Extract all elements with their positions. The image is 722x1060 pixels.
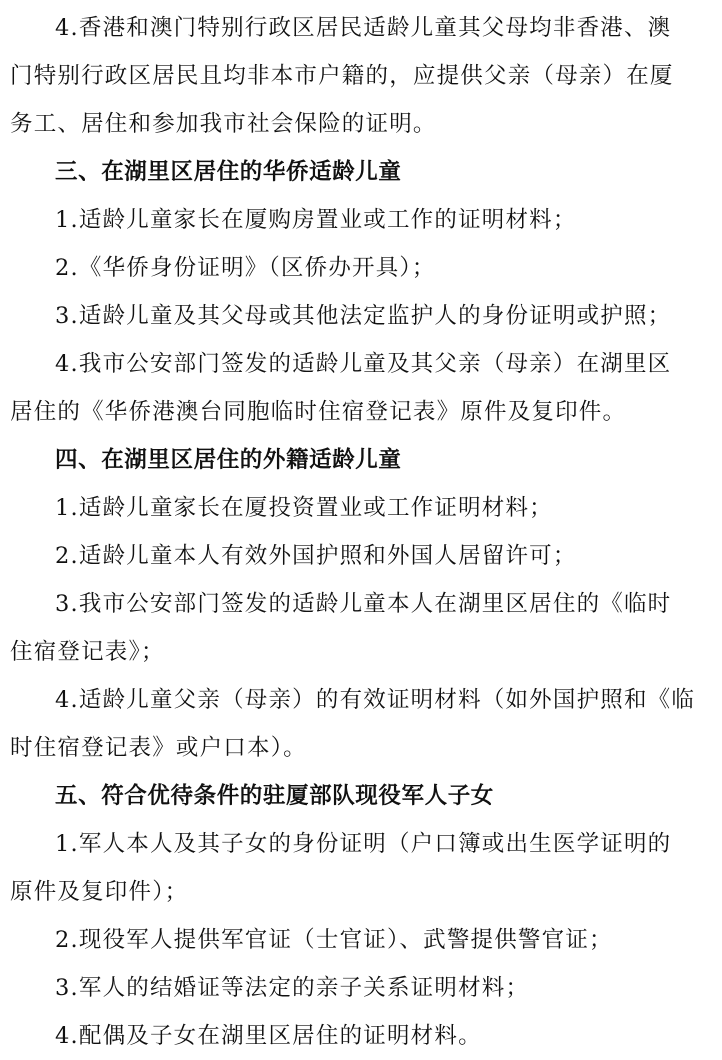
paragraph-line: 居住的《华侨港澳台同胞临时住宿登记表》原件及复印件。 xyxy=(10,399,627,425)
paragraph-line: 4.配偶及子女在湖里区居住的证明材料。 xyxy=(55,1023,482,1049)
paragraph-line: 3.我市公安部门签发的适龄儿童本人在湖里区居住的《临时 xyxy=(55,591,672,617)
paragraph-line: 住宿登记表》； xyxy=(10,639,165,665)
section-heading-5: 五、符合优待条件的驻厦部队现役军人子女 xyxy=(55,783,494,809)
paragraph-line: 2.适龄儿童本人有效外国护照和外国人居留许可； xyxy=(55,543,577,569)
paragraph-line: 1.适龄儿童家长在厦投资置业或工作证明材料； xyxy=(55,495,553,521)
paragraph-line: 1.军人本人及其子女的身份证明（户口簿或出生医学证明的 xyxy=(55,831,672,857)
paragraph-line: 4.适龄儿童父亲（母亲）的有效证明材料（如外国护照和《临 xyxy=(55,687,696,713)
section-heading-3: 三、在湖里区居住的华侨适龄儿童 xyxy=(55,159,402,185)
paragraph-line: 1.适龄儿童家长在厦购房置业或工作的证明材料； xyxy=(55,207,577,233)
paragraph-line: 3.军人的结婚证等法定的亲子关系证明材料； xyxy=(55,975,530,1001)
paragraph-line: 时住宿登记表》或户口本）。 xyxy=(10,735,307,761)
paragraph-line: 原件及复印件）； xyxy=(10,879,189,905)
paragraph-line: 务工、居住和参加我市社会保险的证明。 xyxy=(10,111,437,137)
paragraph-line: 门特别行政区居民且均非本市户籍的，应提供父亲（母亲）在厦 xyxy=(10,63,674,89)
paragraph-line: 4.香港和澳门特别行政区居民适龄儿童其父母均非香港、澳 xyxy=(55,15,672,41)
paragraph-line: 3.适龄儿童及其父母或其他法定监护人的身份证明或护照； xyxy=(55,303,672,329)
section-heading-4: 四、在湖里区居住的外籍适龄儿童 xyxy=(55,447,402,473)
paragraph-line: 2.《华侨身份证明》（区侨办开具）； xyxy=(55,255,436,281)
paragraph-line: 2.现役军人提供军官证（士官证）、武警提供警官证； xyxy=(55,927,613,953)
paragraph-line: 4.我市公安部门签发的适龄儿童及其父亲（母亲）在湖里区 xyxy=(55,351,672,377)
